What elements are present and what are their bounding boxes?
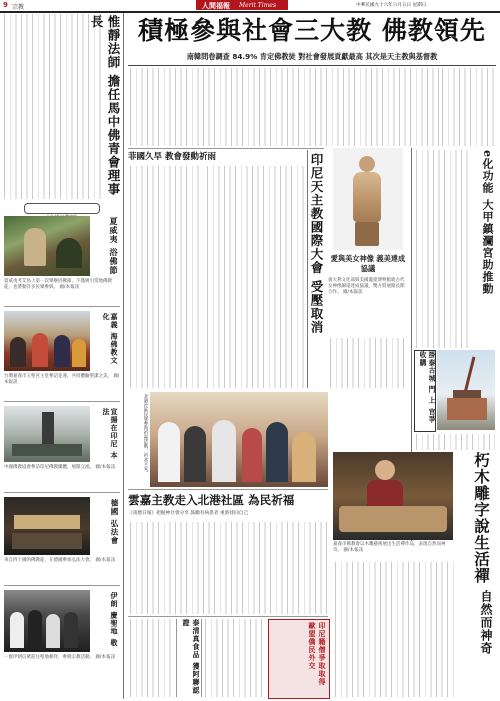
germany-credit: 圖/本報訊	[95, 558, 115, 563]
iran-caption-text: 一群伊朗信眾前往聖地朝拜，參與宗教活動。	[4, 655, 94, 660]
statue-side-body	[328, 338, 408, 388]
jiayi-heading: 嘉義 海佛教文化	[102, 313, 119, 365]
indonesia-credit: 圖/本報訊	[95, 465, 115, 470]
jiayi-credit: 圖/本報訊	[4, 374, 120, 385]
left-top-headline: 惟靜法師 擔任馬中佛青會理事長	[89, 15, 121, 196]
left-rule-1	[4, 306, 120, 307]
beigang-photo-caption: 北港社區民眾參與祈福活動，祈求平安。	[143, 394, 148, 475]
jiayi-bishop-headline: 雲嘉主教走入北港社區 為民祈福	[128, 493, 295, 507]
masthead-rule	[0, 11, 500, 13]
philippines-article-body	[128, 166, 202, 388]
left-top-article-body	[2, 14, 105, 199]
philippines-headline: 菲國久旱 教會發動祈雨	[128, 152, 216, 162]
germany-caption-text: 來自四十國的佛教徒，在德國參加弘法大會。	[4, 558, 94, 563]
bottom-rule	[128, 616, 328, 617]
gate-photo	[437, 350, 495, 430]
indonesia-heading: 宣揚在印尼 本法	[102, 408, 119, 460]
jiayi-caption-text: 台灣嘉義市玉聖宮主堂參訪花蓮，共同體驗聖潔之美。	[4, 374, 112, 379]
jiayi-bishop-subhead: 《南德日報》把握神社會分享 鼓勵有病患者 重新找回自己	[128, 511, 249, 516]
headline-article-body	[128, 68, 480, 146]
gate-boxed-headline: 掛泰古城 門 上 官爭 收購	[418, 351, 435, 424]
germany-caption	[4, 558, 120, 582]
jiayi-photo	[4, 311, 90, 371]
section-label: 宗教	[12, 3, 25, 11]
left-rule-2	[4, 401, 120, 402]
bottom-left-body	[128, 619, 173, 697]
bottom-red-headline: 印尼籍僧爭取取得 歐盟僑民外交	[308, 622, 327, 686]
main-subheadline: 南韓問卷調查 84.9% 肯定佛教徒 對社會發展貢獻最高 其次是天主教與基督教	[186, 52, 438, 61]
hawaii-credit: 圖/本報訊	[59, 285, 79, 290]
headline-rule	[128, 65, 496, 66]
woodcarving-caption	[333, 542, 453, 560]
indonesia-caption-text: 中國佛教協會參訪印尼佛教團體，展開交流。	[4, 465, 94, 470]
woodcarving-caption-text: 嘉義市佛教會以木雕藝術展出生活禪作品，表現自然而神奇。	[333, 542, 446, 553]
woodcarving-headline: 朽木雕字說生活禪	[472, 452, 491, 584]
iran-heading: 伊朗 慶聖地 敬	[110, 592, 119, 647]
iran-photo	[4, 590, 90, 652]
gate-article-body	[414, 434, 495, 450]
headline-article-body-right	[440, 68, 496, 146]
gate-boxed-headline-box	[414, 350, 436, 432]
indonesia-photo	[4, 406, 90, 462]
woodcarving-credit: 圖/本報訊	[343, 548, 363, 553]
germany-photo	[4, 497, 90, 555]
halal-headline-box	[176, 619, 202, 697]
woodcarving-subhead: 自然而神奇	[479, 590, 493, 655]
hawaii-photo	[4, 216, 90, 276]
masthead	[0, 0, 500, 11]
indonesia-caption	[4, 465, 120, 489]
bottom-middle-body	[203, 619, 265, 697]
paper-name: 人間福報	[202, 1, 230, 10]
philippines-article-body-2	[205, 166, 305, 388]
iran-credit: 圖/本報訊	[95, 655, 115, 660]
statue-photo	[333, 148, 403, 250]
paper-name-en: Merit Times	[239, 1, 277, 9]
germany-heading: 德國 弘法會	[110, 499, 119, 546]
issue-date: 中華民國九十六年六月五日 星期日	[356, 3, 427, 8]
iran-caption	[4, 655, 120, 695]
halal-headline: 泰清真食品 獲阿聯認證	[182, 619, 201, 695]
middle-rule	[128, 148, 324, 149]
beigang-photo	[150, 392, 328, 487]
statue-credit: 圖/本報訊	[342, 290, 363, 295]
statue-caption-text: 義大利文化部與美國蓋提博物館就古代女神像歸還達成協議，雙方將展開長期合作。	[328, 278, 405, 295]
jiayi-bishop-body	[128, 522, 328, 614]
main-headline: 積極參與社會三大教 佛教領先	[138, 16, 486, 45]
left-rule-3	[4, 492, 120, 493]
bottom-red-box	[268, 619, 330, 699]
jiayi-bishop-rule	[128, 489, 328, 490]
jiayi-caption	[4, 374, 120, 398]
hawaii-heading: 夏威夷 浴佛節	[109, 217, 119, 275]
page-number: 9	[3, 1, 8, 9]
left-rule-4	[4, 585, 120, 586]
religion-net-badge	[24, 203, 100, 214]
e-function-body	[414, 150, 472, 348]
hawaii-caption-text: 夏威夷考艾島上第一次舉辦浴佛節，不僅吸引當地佛教徒，也帶動許多民眾參與。	[4, 279, 112, 290]
indonesia-catholic-headline: 印尼天主教國際大會 受壓取消	[309, 153, 324, 334]
woodcarving-article-body	[333, 562, 458, 697]
left-column-divider	[123, 13, 124, 699]
e-function-headline: e化功能 大甲鎮瀾宮助推動	[481, 150, 494, 295]
paper-name-bar	[196, 0, 288, 10]
statue-caption	[328, 278, 408, 334]
woodcarving-photo	[333, 452, 453, 540]
hawaii-caption	[4, 279, 120, 303]
statue-caption-title: 愛與美女神像 義美達成協議	[330, 254, 406, 273]
